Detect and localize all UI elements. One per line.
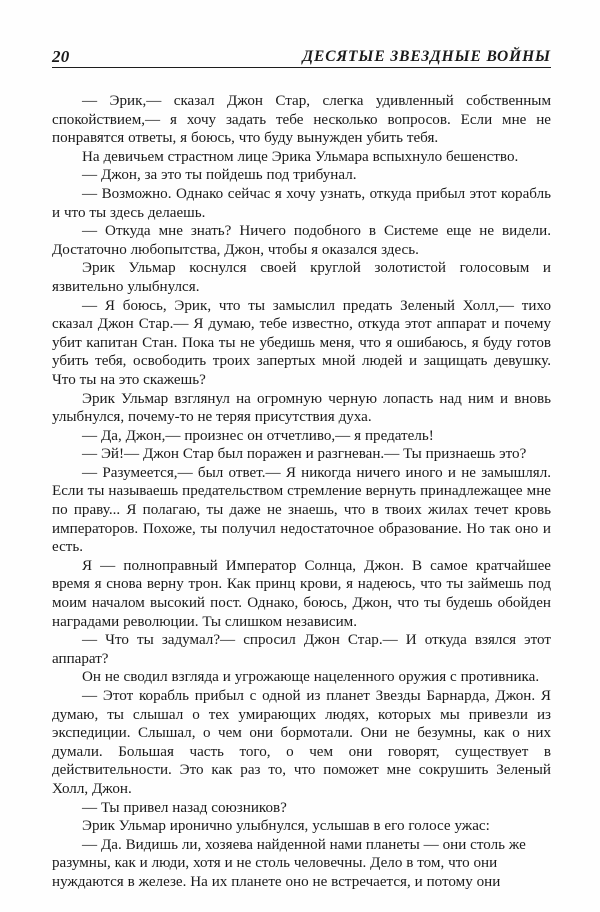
paragraph: — Откуда мне знать? Ничего подобного в Системе еще не видели. Достаточно любопытства, Джон, чтобы я оказался здесь. [52, 223, 551, 258]
paragraph: На девичьем страстном лице Эрика Ульмара вспыхнуло бешенство. [82, 148, 519, 165]
body-text-block [52, 92, 551, 892]
paragraph: — Разумеется,— был ответ.— Я никогда ничего иного и не замышлял. Если ты называешь предательством стремление вернуть принадлежащее мне по праву... Я полагаю, ты даже не знаешь, что в твоих жилах течет кровь императоров. Похоже, ты получил недостаточное образование. Но так оно и есть. [52, 464, 551, 556]
page-number: 20 [52, 47, 70, 66]
paragraph: Эрик Ульмар коснулся своей круглой золотистой голосовым и язвительно улыбнулся. [52, 260, 551, 295]
paragraph: — Возможно. Однако сейчас я хочу узнать, откуда прибыл этот корабль и что ты здесь делаешь. [52, 185, 551, 221]
running-title: ДЕСЯТЫЕ ЗВЕЗДНЫЕ ВОЙНЫ [302, 48, 551, 65]
header-divider-rule [52, 67, 551, 68]
paragraph: — Эрик,— сказал Джон Стар, слегка удивленный собственным спокойствием,— я хочу задать тебе несколько вопросов. Если мне не понравятся ответы, я боюсь, что буду вынужден убить тебя. [52, 93, 551, 147]
paragraph: — Ты привел назад союзников? [82, 799, 287, 816]
paragraph: — Что ты задумал?— спросил Джон Стар.— И откуда взялся этот аппарат? [52, 632, 551, 667]
paragraph: — Я боюсь, Эрик, что ты замыслил предать Зеленый Холл,— тихо сказал Джон Стар.— Я думаю, тебе известно, откуда этот аппарат и почему убит капитан Стан. Пока ты не убедишь меня, что я ошибаюсь, я буду готов убить тебя, освободить троих запертых мной людей и защищать девушку. Что ты на это скажешь? [52, 297, 551, 388]
paragraph: Он не сводил взгляда и угрожающе нацеленного оружия с противника. [82, 669, 540, 686]
paragraph: — Да, Джон,— произнес он отчетливо,— я предатель! [82, 427, 434, 444]
paragraph: Эрик Ульмар иронично улыбнулся, услышав в его голосе ужас: [82, 818, 490, 835]
paragraph: Я — полноправный Император Солнца, Джон. В самое кратчайшее время я снова верну трон. Как принц крови, я надеюсь, что ты займешь под моим началом высокий пост. Однако, боюсь, Джон, что ты будешь обойден наградами революции. Ты слишком независим. [52, 557, 551, 630]
paragraph: — Этот корабль прибыл с одной из планет Звезды Барнарда, Джон. Я думаю, ты слышал о тех умирающих людях, которых мы привезли из экспедиции. Слышал, о чем они бормотали. Они не безумны, как о них думали. Большая часть того, о чем они говорят, существует в действительности. Это как раз то, что поможет мне сокрушить Зеленый Холл, Джон. [52, 688, 551, 797]
paragraph: — Да. Видишь ли, хозяева найденной нами планеты — они столь же разумны, как и люди, хотя и не столь человечны. Дело в том, что они нуждаются в железе. На их планете оно не встречается, и потому они [52, 836, 526, 890]
running-head [52, 40, 551, 66]
paragraph: Эрик Ульмар взглянул на огромную черную лопасть над ним и вновь улыбнулся, почему-то не теряя присутствия духа. [52, 390, 551, 426]
paragraph: — Эй!— Джон Стар был поражен и разгневан.— Ты признаешь это? [82, 446, 527, 463]
paragraph: — Джон, за это ты пойдешь под трибунал. [82, 167, 357, 184]
